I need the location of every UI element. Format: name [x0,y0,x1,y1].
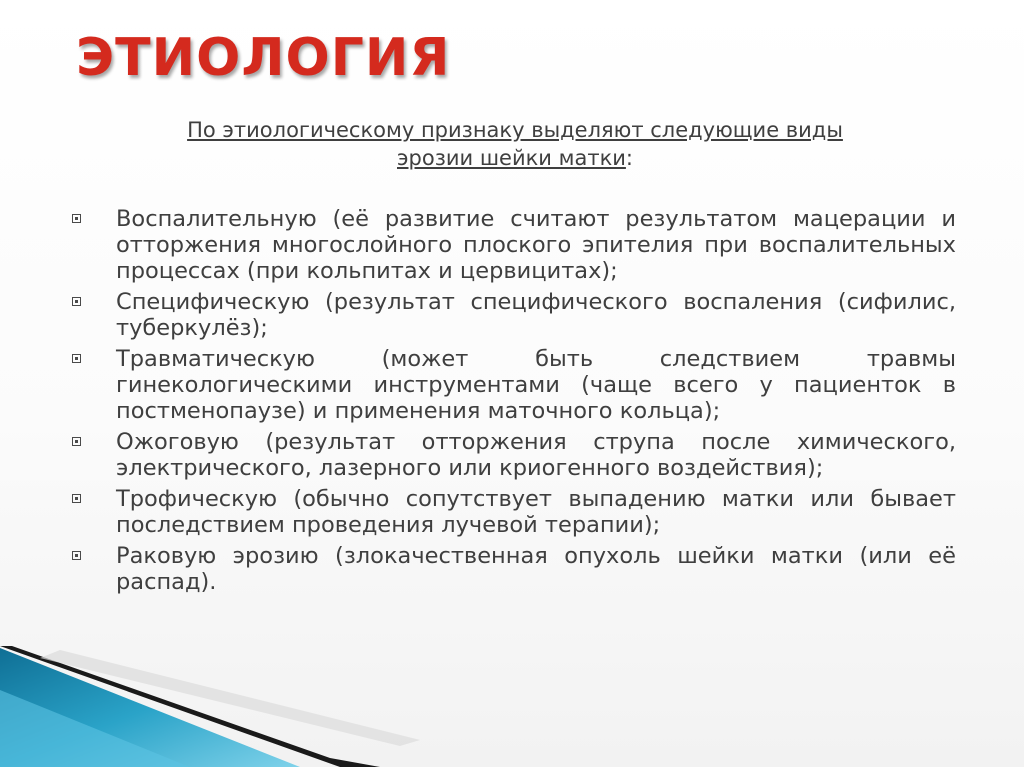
list-item-text: Специфическую (результат специфического воспаления (сифилис, туберкулёз); [116,289,956,341]
square-bullet-icon [72,214,81,223]
square-bullet-icon [72,354,81,363]
list-item-text: Ожоговую (результат отторжения струпа после химического, электрического, лазерного или криогенного воздействия); [116,429,956,481]
list-item-text: Трофическую (обычно сопутствует выпадению матки или бывает последствием проведения лучевой терапии); [116,486,956,538]
list-item-text: Воспалительную (её развитие считают результатом мацерации и отторжения многослойного плоского эпителия при воспалительных процессах (при кольпитах и цервицитах); [116,206,956,284]
list-item-text: Травматическую (может быть следствием травмы гинекологическими инструментами (чаще всего у пациенток в постменопаузе) и применения маточного кольца); [116,346,956,424]
intro-colon: : [625,146,633,170]
square-bullet-icon [72,297,81,306]
list-item-text: Раковую эрозию (злокачественная опухоль шейки матки (или её распад). [116,543,956,595]
list-item [70,289,956,341]
list-item [70,206,956,284]
list-item [70,543,956,595]
slide-title: ЭТИОЛОГИЯ [76,28,451,88]
list-item [70,486,956,538]
square-bullet-icon [72,494,81,503]
etiology-list [70,206,956,600]
list-item [70,346,956,424]
intro-text [110,116,920,172]
intro-line-1: По этиологическому признаку выделяют следующие виды [187,118,843,142]
intro-line-2: эрозии шейки матки [397,146,626,170]
list-item [70,429,956,481]
square-bullet-icon [72,437,81,446]
square-bullet-icon [72,551,81,560]
